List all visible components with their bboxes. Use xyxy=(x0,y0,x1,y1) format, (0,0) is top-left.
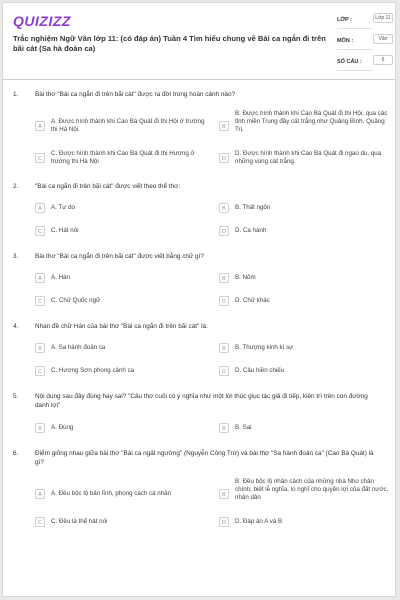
option-letter-c: C xyxy=(35,153,45,163)
option-text: B. Thượng kinh kí sự xyxy=(235,344,294,351)
option-letter-a: A xyxy=(35,203,45,213)
option-letter-b: B xyxy=(219,121,229,131)
meta-class-value: Lớp 11 xyxy=(373,13,393,23)
meta-count-value: 6 xyxy=(373,55,393,65)
question-number: 6. xyxy=(13,450,19,457)
option-text: D. Được hình thành khi Cao Bá Quát đi ngao du, qua những vùng cát trắng. xyxy=(235,150,382,165)
option-text: A. Hán xyxy=(51,274,70,281)
option-text: B. Sai xyxy=(235,424,252,431)
meta-count-label: SỐ CÂU : xyxy=(337,59,362,65)
option-text: C. Được hình thành khi Cao Bá Quát đi thi Hương ở trường thi Hà Nội xyxy=(51,150,195,165)
option-letter-d: D xyxy=(219,517,229,527)
option-text: B. Đều bộc lộ nhân cách của những nhà Nho chân chính, biết lễ nghĩa, lo nghĩ cho quyền lợi của đất nước, nhân dân xyxy=(235,478,389,501)
question-number: 1. xyxy=(13,91,19,98)
worksheet-meta xyxy=(337,9,393,72)
option-text: C. Chữ Quốc ngữ xyxy=(51,297,101,304)
option-text: D. Ca hành xyxy=(235,227,267,234)
question-number: 4. xyxy=(13,323,19,330)
option-text: A. Đều bộc lộ bản lĩnh, phong cách cá nhân xyxy=(51,490,172,497)
meta-class xyxy=(337,9,393,30)
question-number: 3. xyxy=(13,253,19,260)
question-text: Nhan đề chữ Hán của bài thơ "Bài ca ngắn đi trên bãi cát" là: xyxy=(35,323,208,330)
option-text: C. Hát nói xyxy=(51,227,79,234)
option-letter-c: C xyxy=(35,296,45,306)
option-letter-a: A xyxy=(35,343,45,353)
option-letter-d: D xyxy=(219,153,229,163)
option-letter-c: C xyxy=(35,226,45,236)
worksheet-title: Trắc nghiệm Ngữ Văn lớp 11: (có đáp án) Tuần 4 Tìm hiểu chung về Bài ca ngắn đi trên bãi cát (Sa hà đoàn ca) xyxy=(13,34,326,53)
option-text: A. Sa hành đoản ca xyxy=(51,344,106,351)
worksheet-page xyxy=(2,2,396,597)
option-text: C. Hương Sơn phong cảnh ca xyxy=(51,367,135,374)
option-letter-b: B xyxy=(219,203,229,213)
meta-count xyxy=(337,51,393,72)
option-letter-d: D xyxy=(219,226,229,236)
question-text: Nội dung sau đây đúng hay sai? "Câu thơ cuối có ý nghĩa như một lời thúc giục tác giả đi tiếp, kiên trì trên con đường danh lợi" xyxy=(35,393,368,409)
quizizz-logo: QUIZIZZ xyxy=(13,13,71,29)
option-letter-a: A xyxy=(35,489,45,499)
question-text: Bài thơ "Bài ca ngắn đi trên bãi cát" được ra đời trong hoàn cảnh nào? xyxy=(35,91,236,98)
option-text: A. Được hình thành khi Cao Bá Quát đi thi Hội ở trường thi Hà Nội. xyxy=(51,118,205,133)
option-text: D. Đáp án A và B xyxy=(235,518,283,525)
option-text: A. Đúng xyxy=(51,424,74,431)
question-number: 5. xyxy=(13,393,19,400)
option-text: B. Được hình thành khi Cao Bá Quát đi thi Hội, qua các tỉnh miền Trung đầy cát trắng như Quảng Bình, Quảng Trị. xyxy=(235,110,388,133)
option-text: D. Chữ khác xyxy=(235,297,270,304)
question-text: "Bài ca ngắn đi trên bãi cát" được viết theo thể thơ: xyxy=(35,183,181,190)
worksheet-header xyxy=(3,3,395,80)
option-letter-d: D xyxy=(219,366,229,376)
option-letter-c: C xyxy=(35,366,45,376)
option-letter-b: B xyxy=(219,273,229,283)
meta-subject xyxy=(337,30,393,51)
meta-subject-value: Văn xyxy=(373,34,393,44)
meta-subject-label: MÔN : xyxy=(337,38,354,44)
meta-class-label: LỚP : xyxy=(337,17,352,23)
option-letter-b: B xyxy=(219,489,229,499)
option-letter-b: B xyxy=(219,343,229,353)
option-text: A. Tự do xyxy=(51,204,75,211)
option-letter-c: C xyxy=(35,517,45,527)
option-letter-d: D xyxy=(219,296,229,306)
option-text: D. Câu hiền chiếu xyxy=(235,367,285,374)
option-letter-b: B xyxy=(219,423,229,433)
option-letter-a: A xyxy=(35,121,45,131)
question-text: Bài thơ "Bài ca ngắn đi trên bãi cát" được viết bằng chữ gì? xyxy=(35,253,204,260)
option-letter-a: A xyxy=(35,423,45,433)
option-text: C. Đều là thể hát nói xyxy=(51,518,108,525)
question-text: Điểm giống nhau giữa bài thơ "Bài ca ngất ngưởng" (Nguyễn Công Trứ) và bài thơ "Sa hành đoản ca" (Cao Bá Quát) là gì? xyxy=(35,450,374,466)
question-number: 2. xyxy=(13,183,19,190)
option-text: B. Thất ngôn xyxy=(235,204,271,211)
option-text: B. Nôm xyxy=(235,274,256,281)
option-letter-a: A xyxy=(35,273,45,283)
